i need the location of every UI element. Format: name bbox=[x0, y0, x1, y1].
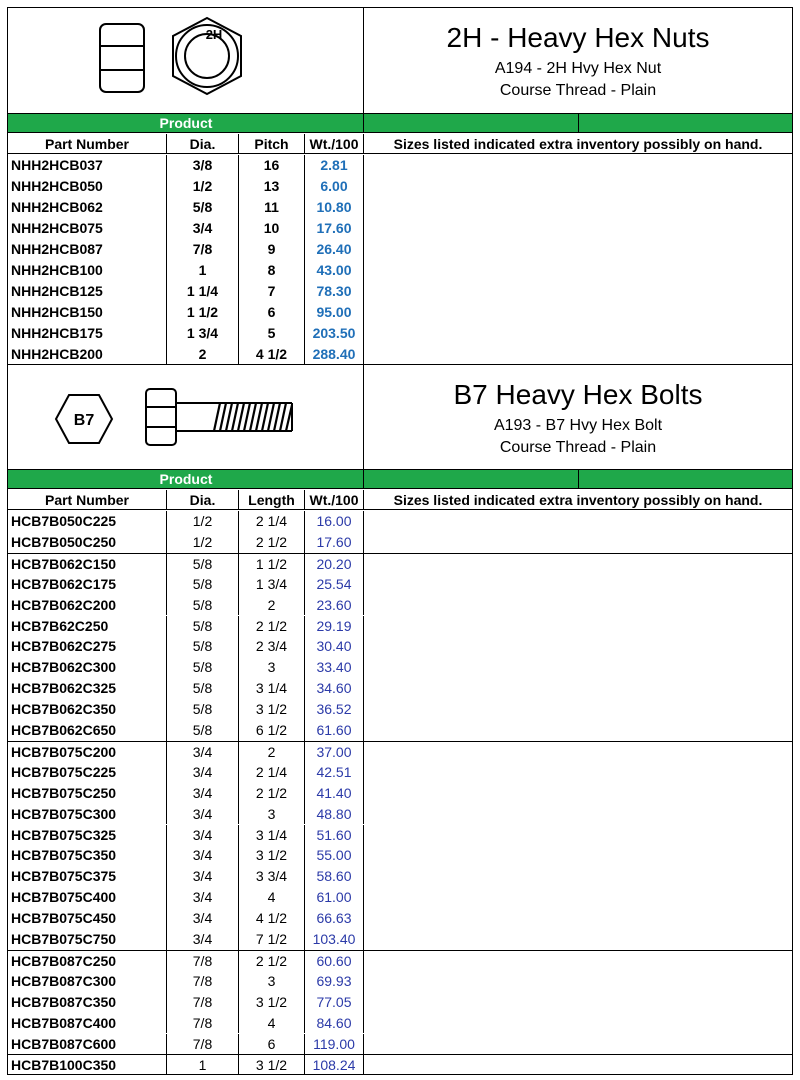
weight-cell: 20.20 bbox=[304, 554, 364, 574]
part-number-cell: HCB7B062C350 bbox=[11, 701, 117, 718]
weight-cell: 51.60 bbox=[304, 825, 364, 846]
nut-product-band bbox=[8, 114, 792, 133]
col-weight: Wt./100 bbox=[304, 134, 364, 153]
col-part-number: Part Number bbox=[44, 136, 130, 152]
weight-cell: 30.40 bbox=[304, 636, 364, 657]
hex-nut-icon bbox=[8, 8, 348, 112]
table-row bbox=[8, 845, 792, 866]
weight-cell: 34.60 bbox=[304, 678, 364, 699]
diameter-cell: 1 bbox=[166, 260, 238, 281]
inventory-note: Sizes listed indicated extra inventory possibly on hand. bbox=[393, 492, 763, 508]
table-row bbox=[8, 344, 792, 365]
weight-cell: 78.30 bbox=[304, 281, 364, 302]
table-row bbox=[8, 218, 792, 239]
diameter-cell: 5/8 bbox=[166, 554, 238, 574]
part-number-cell: HCB7B087C300 bbox=[11, 972, 117, 989]
table-row bbox=[8, 699, 792, 720]
pitch-cell: 6 bbox=[238, 302, 304, 323]
diameter-cell: 5/8 bbox=[166, 657, 238, 678]
diameter-cell: 5/8 bbox=[166, 197, 238, 218]
diameter-cell: 3/4 bbox=[166, 908, 238, 929]
length-cell: 3 bbox=[238, 657, 304, 678]
weight-cell: 33.40 bbox=[304, 657, 364, 678]
length-cell: 3 bbox=[238, 804, 304, 825]
part-number-cell: HCB7B075C400 bbox=[11, 889, 117, 906]
diameter-cell: 2 bbox=[166, 344, 238, 364]
nut-header bbox=[8, 8, 792, 114]
diameter-cell: 3/4 bbox=[166, 845, 238, 866]
weight-cell: 95.00 bbox=[304, 302, 364, 323]
diameter-cell: 3/4 bbox=[166, 742, 238, 762]
table-row bbox=[8, 595, 792, 616]
diameter-cell: 1/2 bbox=[166, 532, 238, 553]
length-cell: 4 1/2 bbox=[238, 908, 304, 929]
length-cell: 6 1/2 bbox=[238, 720, 304, 741]
weight-cell: 108.24 bbox=[304, 1055, 364, 1074]
part-number-cell: HCB7B087C600 bbox=[11, 1035, 117, 1052]
part-number-cell: NHH2HCB062 bbox=[11, 199, 103, 215]
catalog-sheet bbox=[7, 7, 793, 1075]
table-row bbox=[8, 1013, 792, 1034]
part-number-cell: NHH2HCB087 bbox=[11, 241, 103, 257]
part-number-cell: NHH2HCB100 bbox=[11, 262, 103, 278]
table-row bbox=[8, 720, 792, 741]
part-number-cell: HCB7B062C325 bbox=[11, 680, 117, 697]
length-cell: 3 1/2 bbox=[238, 699, 304, 720]
diameter-cell: 1 1/4 bbox=[166, 281, 238, 302]
table-row bbox=[8, 574, 792, 595]
diameter-cell: 3/8 bbox=[166, 155, 238, 176]
nut-column-header bbox=[8, 134, 792, 154]
diameter-cell: 7/8 bbox=[166, 971, 238, 992]
table-row bbox=[8, 950, 792, 971]
length-cell: 2 1/2 bbox=[238, 616, 304, 637]
weight-cell: 48.80 bbox=[304, 804, 364, 825]
part-number-cell: HCB7B087C400 bbox=[11, 1014, 117, 1031]
diameter-cell: 3/4 bbox=[166, 783, 238, 804]
length-cell: 6 bbox=[238, 1034, 304, 1055]
length-cell: 3 1/4 bbox=[238, 825, 304, 846]
part-number-cell: HCB7B062C200 bbox=[11, 596, 117, 613]
part-number-cell: HCB7B062C275 bbox=[11, 638, 117, 655]
weight-cell: 36.52 bbox=[304, 699, 364, 720]
bolt-product-band bbox=[8, 470, 792, 489]
pitch-cell: 11 bbox=[238, 197, 304, 218]
weight-cell: 61.60 bbox=[304, 720, 364, 741]
length-cell: 2 bbox=[238, 595, 304, 616]
part-number-cell: HCB7B075C225 bbox=[11, 763, 117, 780]
table-row bbox=[8, 155, 792, 176]
nut-product-label: Product bbox=[159, 115, 213, 131]
table-row bbox=[8, 825, 792, 846]
weight-cell: 103.40 bbox=[304, 929, 364, 950]
weight-cell: 6.00 bbox=[304, 176, 364, 197]
col-dia: Dia. bbox=[166, 490, 238, 509]
part-number-cell: NHH2HCB050 bbox=[11, 178, 103, 194]
part-number-cell: HCB7B075C375 bbox=[11, 868, 117, 885]
col-dia: Dia. bbox=[166, 134, 238, 153]
pitch-cell: 8 bbox=[238, 260, 304, 281]
weight-cell: 66.63 bbox=[304, 908, 364, 929]
diameter-cell: 1 3/4 bbox=[166, 323, 238, 344]
part-number-cell: HCB7B075C300 bbox=[11, 805, 117, 822]
pitch-cell: 10 bbox=[238, 218, 304, 239]
table-row bbox=[8, 971, 792, 992]
weight-cell: 37.00 bbox=[304, 742, 364, 762]
part-number-cell: HCB7B062C650 bbox=[11, 722, 117, 738]
table-row bbox=[8, 302, 792, 323]
length-cell: 1 1/2 bbox=[238, 554, 304, 574]
length-cell: 1 3/4 bbox=[238, 574, 304, 595]
length-cell: 2 1/4 bbox=[238, 511, 304, 532]
table-row bbox=[8, 908, 792, 929]
weight-cell: 42.51 bbox=[304, 762, 364, 783]
pitch-cell: 13 bbox=[238, 176, 304, 197]
weight-cell: 29.19 bbox=[304, 616, 364, 637]
part-number-cell: HCB7B075C200 bbox=[11, 743, 117, 760]
diameter-cell: 5/8 bbox=[166, 574, 238, 595]
table-row bbox=[8, 197, 792, 218]
weight-cell: 69.93 bbox=[304, 971, 364, 992]
table-row bbox=[8, 511, 792, 532]
part-number-cell: HCB7B087C250 bbox=[11, 952, 117, 969]
diameter-cell: 3/4 bbox=[166, 866, 238, 887]
part-number-cell: NHH2HCB125 bbox=[11, 283, 103, 299]
col-pitch: Pitch bbox=[238, 134, 304, 153]
weight-cell: 84.60 bbox=[304, 1013, 364, 1034]
nut-spec: A194 - 2H Hvy Hex Nut bbox=[494, 60, 662, 77]
weight-cell: 26.40 bbox=[304, 239, 364, 260]
part-number-cell: HCB7B075C750 bbox=[11, 931, 117, 947]
weight-cell: 119.00 bbox=[304, 1034, 364, 1055]
length-cell: 2 1/4 bbox=[238, 762, 304, 783]
table-row bbox=[8, 866, 792, 887]
table-row bbox=[8, 1054, 792, 1075]
pitch-cell: 7 bbox=[238, 281, 304, 302]
length-cell: 4 bbox=[238, 887, 304, 908]
diameter-cell: 5/8 bbox=[166, 720, 238, 741]
table-row bbox=[8, 323, 792, 344]
bolt-spec: A193 - B7 Hvy Hex Bolt bbox=[493, 417, 663, 434]
part-number-cell: HCB7B062C175 bbox=[11, 575, 117, 592]
table-row bbox=[8, 176, 792, 197]
length-cell: 3 1/2 bbox=[238, 845, 304, 866]
table-row bbox=[8, 804, 792, 825]
diameter-cell: 7/8 bbox=[166, 992, 238, 1013]
diameter-cell: 1 1/2 bbox=[166, 302, 238, 323]
bolt-finish: Course Thread - Plain bbox=[499, 439, 657, 456]
weight-cell: 58.60 bbox=[304, 866, 364, 887]
diameter-cell: 5/8 bbox=[166, 595, 238, 616]
diameter-cell: 3/4 bbox=[166, 762, 238, 783]
pitch-cell: 4 1/2 bbox=[238, 344, 304, 364]
bolt-column-header bbox=[8, 490, 792, 510]
length-cell: 4 bbox=[238, 1013, 304, 1034]
diameter-cell: 5/8 bbox=[166, 616, 238, 637]
table-row bbox=[8, 1034, 792, 1055]
table-row bbox=[8, 553, 792, 574]
col-part-number: Part Number bbox=[44, 492, 130, 508]
nut-finish: Course Thread - Plain bbox=[499, 82, 657, 99]
part-number-cell: NHH2HCB200 bbox=[11, 346, 103, 362]
part-number-cell: HCB7B075C325 bbox=[11, 826, 117, 843]
weight-cell: 55.00 bbox=[304, 845, 364, 866]
part-number-cell: HCB7B62C250 bbox=[11, 617, 109, 634]
col-length: Length bbox=[238, 490, 304, 509]
table-row bbox=[8, 636, 792, 657]
table-row bbox=[8, 616, 792, 637]
pitch-cell: 16 bbox=[238, 155, 304, 176]
table-row bbox=[8, 239, 792, 260]
weight-cell: 17.60 bbox=[304, 532, 364, 553]
weight-cell: 17.60 bbox=[304, 218, 364, 239]
diameter-cell: 3/4 bbox=[166, 887, 238, 908]
length-cell: 2 1/2 bbox=[238, 951, 304, 971]
weight-cell: 25.54 bbox=[304, 574, 364, 595]
part-number-cell: HCB7B062C300 bbox=[11, 659, 117, 676]
weight-cell: 61.00 bbox=[304, 887, 364, 908]
length-cell: 3 1/2 bbox=[238, 1055, 304, 1074]
weight-cell: 10.80 bbox=[304, 197, 364, 218]
part-number-cell: HCB7B075C250 bbox=[11, 784, 117, 801]
diameter-cell: 3/4 bbox=[166, 825, 238, 846]
nut-title: 2H - Heavy Hex Nuts bbox=[446, 22, 710, 53]
weight-cell: 16.00 bbox=[304, 511, 364, 532]
part-number-cell: HCB7B050C225 bbox=[11, 513, 117, 529]
diameter-cell: 3/4 bbox=[166, 218, 238, 239]
part-number-cell: NHH2HCB037 bbox=[11, 157, 103, 173]
hex-bolt-icon bbox=[8, 365, 348, 469]
table-row bbox=[8, 260, 792, 281]
pitch-cell: 9 bbox=[238, 239, 304, 260]
diameter-cell: 7/8 bbox=[166, 951, 238, 971]
part-number-cell: HCB7B075C450 bbox=[11, 910, 117, 927]
part-number-cell: HCB7B100C350 bbox=[11, 1057, 117, 1074]
part-number-cell: HCB7B087C350 bbox=[11, 993, 117, 1010]
length-cell: 3 1/4 bbox=[238, 678, 304, 699]
table-row bbox=[8, 657, 792, 678]
weight-cell: 288.40 bbox=[304, 344, 364, 364]
table-row bbox=[8, 678, 792, 699]
part-number-cell: HCB7B050C250 bbox=[11, 533, 117, 550]
table-row bbox=[8, 887, 792, 908]
table-row bbox=[8, 762, 792, 783]
bolt-icon-label: B7 bbox=[73, 412, 95, 429]
pitch-cell: 5 bbox=[238, 323, 304, 344]
diameter-cell: 1 bbox=[166, 1055, 238, 1074]
table-row bbox=[8, 741, 792, 762]
part-number-cell: NHH2HCB150 bbox=[11, 304, 103, 320]
diameter-cell: 7/8 bbox=[166, 1013, 238, 1034]
table-row bbox=[8, 532, 792, 553]
part-number-cell: HCB7B062C150 bbox=[11, 555, 117, 572]
bolt-product-label: Product bbox=[159, 471, 213, 487]
diameter-cell: 3/4 bbox=[166, 804, 238, 825]
part-number-cell: NHH2HCB075 bbox=[11, 220, 103, 236]
diameter-cell: 5/8 bbox=[166, 636, 238, 657]
weight-cell: 77.05 bbox=[304, 992, 364, 1013]
length-cell: 3 1/2 bbox=[238, 992, 304, 1013]
part-number-cell: HCB7B075C350 bbox=[11, 847, 117, 864]
diameter-cell: 7/8 bbox=[166, 239, 238, 260]
part-number-cell: NHH2HCB175 bbox=[11, 325, 103, 341]
col-weight: Wt./100 bbox=[304, 490, 364, 509]
diameter-cell: 3/4 bbox=[166, 929, 238, 950]
diameter-cell: 1/2 bbox=[166, 511, 238, 532]
diameter-cell: 5/8 bbox=[166, 699, 238, 720]
bolt-title: B7 Heavy Hex Bolts bbox=[453, 379, 703, 410]
weight-cell: 60.60 bbox=[304, 951, 364, 971]
length-cell: 2 1/2 bbox=[238, 783, 304, 804]
weight-cell: 2.81 bbox=[304, 155, 364, 176]
table-row bbox=[8, 929, 792, 950]
weight-cell: 203.50 bbox=[304, 323, 364, 344]
table-row bbox=[8, 992, 792, 1013]
table-row bbox=[8, 281, 792, 302]
table-row bbox=[8, 783, 792, 804]
length-cell: 2 bbox=[238, 742, 304, 762]
diameter-cell: 7/8 bbox=[166, 1034, 238, 1055]
weight-cell: 41.40 bbox=[304, 783, 364, 804]
length-cell: 2 1/2 bbox=[238, 532, 304, 553]
nut-icon-label: 2H bbox=[205, 27, 223, 42]
length-cell: 3 3/4 bbox=[238, 866, 304, 887]
bolt-header bbox=[8, 364, 792, 470]
length-cell: 3 bbox=[238, 971, 304, 992]
weight-cell: 43.00 bbox=[304, 260, 364, 281]
diameter-cell: 1/2 bbox=[166, 176, 238, 197]
length-cell: 2 3/4 bbox=[238, 636, 304, 657]
inventory-note: Sizes listed indicated extra inventory possibly on hand. bbox=[393, 136, 763, 152]
weight-cell: 23.60 bbox=[304, 595, 364, 616]
diameter-cell: 5/8 bbox=[166, 678, 238, 699]
length-cell: 7 1/2 bbox=[238, 929, 304, 950]
